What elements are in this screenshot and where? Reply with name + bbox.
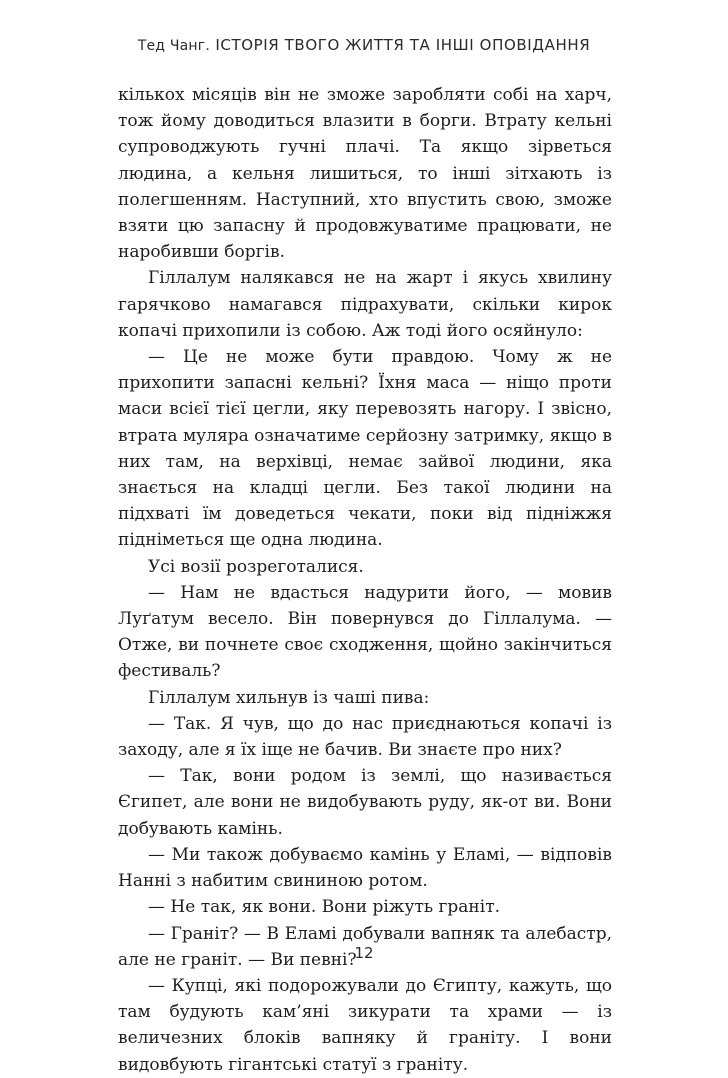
page-number: 12 xyxy=(354,944,374,962)
paragraph: — Ми також добуваємо камінь у Еламі, — відповів Нанні з набитим свининою ротом. xyxy=(118,844,612,892)
paragraph: — Граніт? — В Еламі добували вапняк та алебастр, але не граніт. — Ви певні? xyxy=(118,923,612,970)
paragraph: — Це не може бути правдою. Чому ж не прихопити запасні кельні? Їхня маса — ніщо проти маси всієї тієї цегли, яку перевозять нагору. І звісно, втрата муляра означатиме серйозну затримку, якщо в них там, на верхівці, немає зайвої людини, яка знається на кладці цегли. Без такої людини на підхваті їм доведеться чекати, поки від підніжжя підніметься ще одна людина. xyxy=(118,347,612,551)
paragraph: — Не так, як вони. Вони ріжуть граніт. xyxy=(148,897,501,918)
header-author: Тед Чанг. xyxy=(137,38,210,54)
running-header xyxy=(0,36,728,54)
paragraph: Усі возії розреготалися. xyxy=(148,556,364,577)
paragraph: кількох місяців він не зможе заробляти собі на харч, тож йому доводиться влазити в борги. Втрату кельні супроводжують гучні плачі. Та якщо зірветься людина, а кельня лишиться, то інші зітхають із полегшенням. Наступний, хто впустить свою, зможе взяти цю запасну й продовжуватиме працювати, не наробивши боргів. xyxy=(118,85,612,263)
paragraph: Гіллалум хильнув із чаші пива: xyxy=(148,687,430,708)
body-text xyxy=(118,82,612,1078)
paragraph: — Купці, які подорожували до Єгипту, кажуть, що там будують кам’яні зикурати та храми — із величезних блоків вапняку й граніту. І вони видовбують гігантські статуї з граніту. xyxy=(118,975,612,1075)
paragraph: Гіллалум налякався не на жарт і якусь хвилину гарячково намагався підрахувати, скільки кирок копачі прихопили із собою. Аж тоді його осяйнуло: xyxy=(118,268,612,341)
paragraph: — Нам не вдасться надурити його, — мовив Луґатум весело. Він повернувся до Гіллалума. — Отже, ви почнете своє сходження, щойно закінчиться фестиваль? xyxy=(118,582,612,682)
paragraph: — Так, вони родом із землі, що називається Єгипет, але вони не видобувають руду, як-от ви. Вони добувають камінь. xyxy=(118,766,612,839)
paragraph: — Так. Я чув, що до нас приєднаються копачі із заходу, але я їх іще не бачив. Ви знаєте про них? xyxy=(118,713,612,761)
header-title: ІСТОРІЯ ТВОГО ЖИТТЯ ТА ІНШІ ОПОВІДАННЯ xyxy=(215,36,591,54)
